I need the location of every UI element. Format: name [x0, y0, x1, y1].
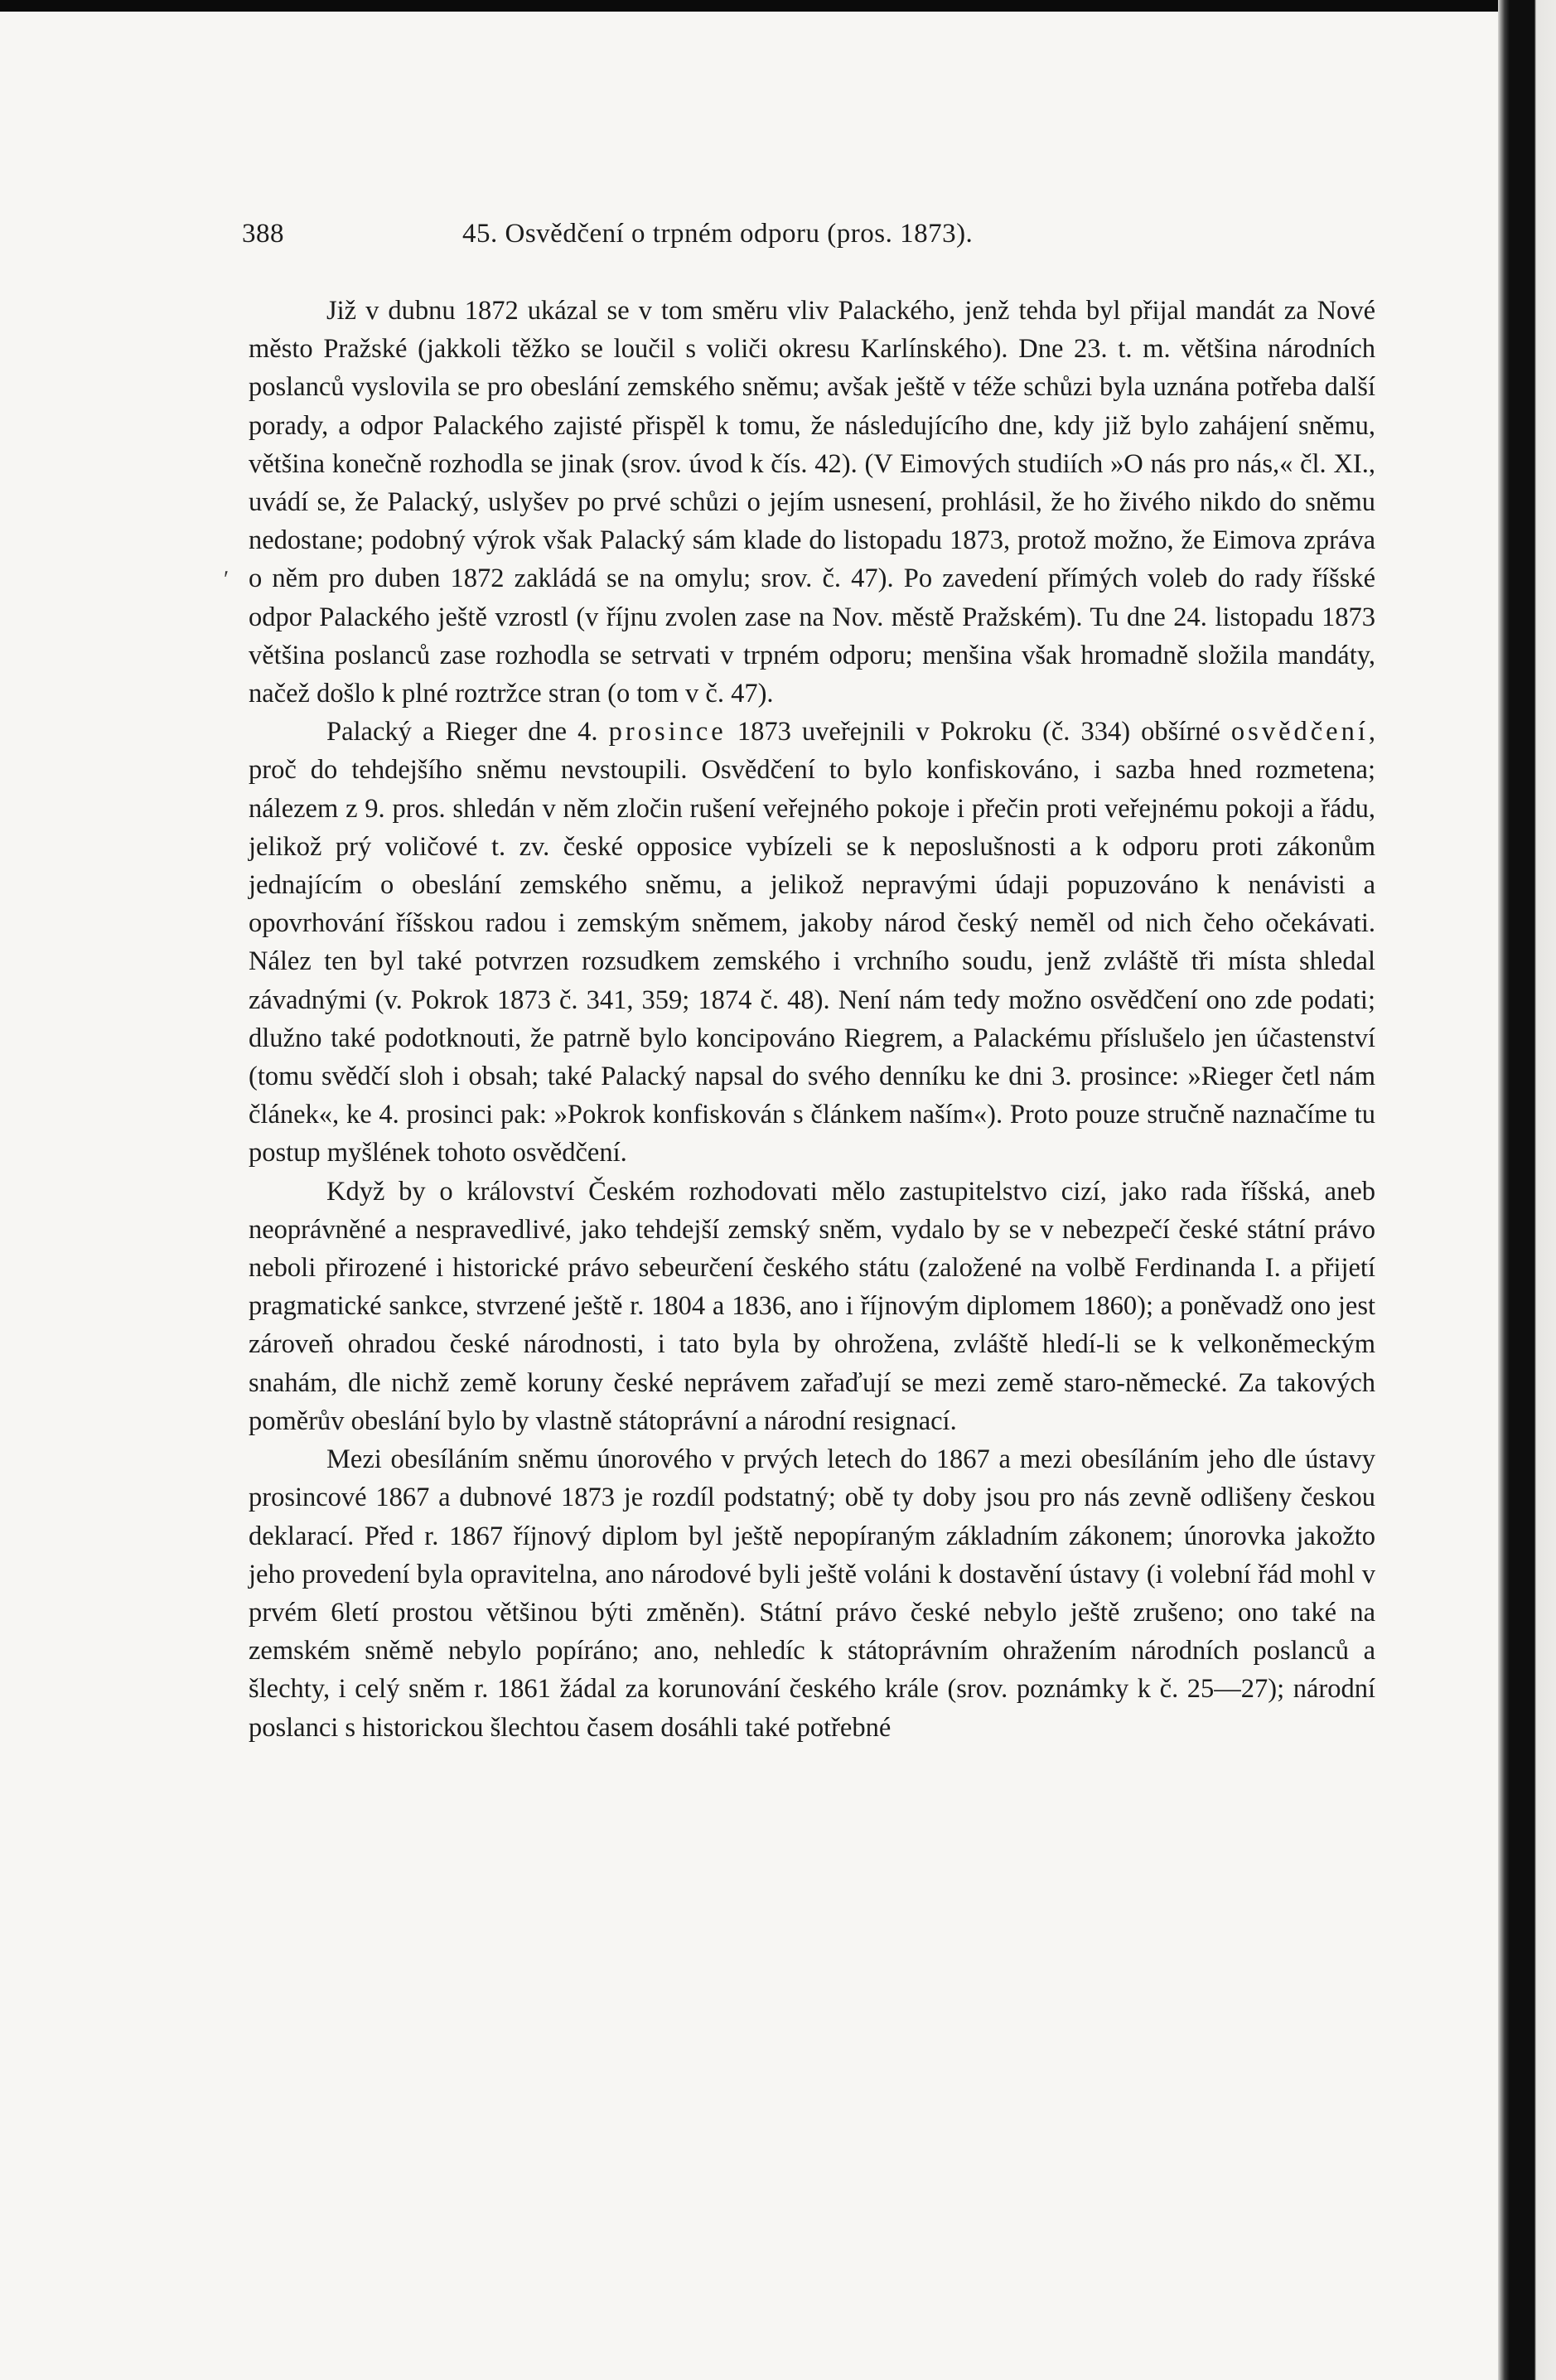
- page-header: [242, 214, 1385, 254]
- page-number: 388: [242, 219, 284, 249]
- paragraph-2-spaced-term: osvědčení: [1230, 717, 1369, 747]
- paragraph-2-text-c: , proč do tehdejšího sněmu nevstoupili. Osvědčení to bylo konfiskováno, i sazba hned rozmetena; nálezem z 9. pros. shledán v něm zločin rušení veřejného pokoje i přečin proti veřejnému pokoji a řádu, jelikož prý voličové t. zv. české opposice vybízeli se k neposlušnosti a k odporu proti zákonům jednajícím o obeslání zemského sněmu, a jelikož nepravými údaji popuzováno k nenávisti a opovrhování říšskou radou i zemským sněmem, jakoby národ český neměl od nich čeho očekávati. Nález ten byl také potvrzen rozsudkem zemského i vrchního soudu, jenž zvláště tři místa shledal závadnými (v. Pokrok 1873 č. 341, 359; 1874 č. 48). Není nám tedy možno osvědčení ono zde podati; dlužno také podotknouti, že patrně bylo koncipováno Riegrem, a Palackému příslušelo jen účastenství (tomu svědčí sloh i obsah; také Palacký napsal do svého denníku ke dni 3. prosince: »Rieger četl nám článek«, ke 4. prosinci pak: »Pokrok konfiskován s článkem naším«). Proto pouze stručně naznačíme tu postup myšlének tohoto osvědčení.: [249, 717, 1375, 1168]
- paragraph-1-text: Již v dubnu 1872 ukázal se v tom směru vliv Palackého, jenž tehda byl přijal mandát za Nové město Pražské (jakkoli těžko se loučil s voliči okresu Karlínského). Dne 23. t. m. většina národních poslanců vyslovila se pro obeslání zemského sněmu; avšak ještě v téže schůzi byla uznána potřeba další porady, a odpor Palackého zajisté přispěl k tomu, že následujícího dne, kdy již bylo zahájení sněmu, většina konečně rozhodla se jinak (srov. úvod k čís. 42). (V Eimových studiích »O nás pro nás,« čl. XI., uvádí se, že Palacký, uslyšev po prvé schůzi o jejím usnesení, prohlásil, že ho živého nikdo do sněmu nedostane; podobný výrok však Palacký sám klade do listopadu 1873, protož možno, že Eimova zpráva o něm pro duben 1872 zakládá se na omylu; srov. č. 47). Po zavedení přímých voleb do rady říšské odpor Palackého ještě vzrostl (v říjnu zvolen zase na Nov. městě Pražském). Tu dne 24. listopadu 1873 většina poslanců zase rozhodla se setrvati v trpném odporu; menšina však hromadně složila mandáty, načež došlo k plné roztržce stran (o tom v č. 47).: [249, 296, 1375, 709]
- paragraph-1: [249, 292, 1375, 713]
- body-text: [249, 292, 1375, 1747]
- scan-top-border: [0, 0, 1556, 12]
- paragraph-3-text: Když by o království Českém rozhodovati mělo zastupitelstvo cizí, jako rada říšská, aneb neoprávněné a nespravedlivé, jako tehdejší zemský sněm, vydalo by se v nebezpečí české státní právo neboli přirozené i historické právo sebeurčení českého státu (založené na volbě Ferdinanda I. a přijetí pragmatické sankce, stvrzené ještě r. 1804 a 1836, ano i říjnovým diplomem 1860); a poněvadž ono jest zároveň ohradou české národnosti, i tato byla by ohrožena, zvláště hledí-li se k velkoněmeckým snahám, dle nichž země koruny české neprávem zařaďují se mezi země staro-německé. Za takových poměrův obeslání bylo by vlastně státoprávní a národní resignací.: [249, 1176, 1375, 1436]
- book-gutter: [1498, 0, 1556, 2380]
- running-title: 45. Osvědčení o trpném odporu (pros. 1873).: [462, 219, 974, 249]
- paragraph-4-text: Mezi obesíláním sněmu únorového v prvých letech do 1867 a mezi obesíláním jeho dle ústavy prosincové 1867 a dubnové 1873 je rozdíl podstatný; obě ty doby jsou pro nás zevně odlišeny českou deklarací. Před r. 1867 říjnový diplom byl ještě nepopíraným základním zákonem; únorovka jakožto jeho provedení byla opravitelna, ano národové byli ještě voláni k dostavění ústavy (i volební řád mohl v prvém 6letí prostou většinou býti změněn). Státní právo české nebylo ještě zrušeno; ono také na zemském sněmě nebylo popíráno; ano, nehledíc k státoprávním ohražením národních poslanců a šlechty, i celý sněm r. 1861 žádal za korunování českého krále (srov. poznámky k č. 25—27); národní poslanci s historickou šlechtou časem dosáhli také potřebné: [249, 1444, 1375, 1743]
- paragraph-2-text-a: Palacký a Rieger dne 4.: [326, 717, 609, 747]
- paragraph-2-spaced-date: prosince: [608, 717, 727, 747]
- book-page: [0, 12, 1498, 2380]
- paragraph-4: [249, 1440, 1375, 1747]
- paragraph-3: [249, 1173, 1375, 1440]
- paragraph-2: [249, 713, 1375, 1172]
- stray-mark: ʹ: [224, 567, 230, 593]
- paragraph-2-text-b: 1873 uveřejnili v Pokroku (č. 334) obšírné: [726, 717, 1231, 747]
